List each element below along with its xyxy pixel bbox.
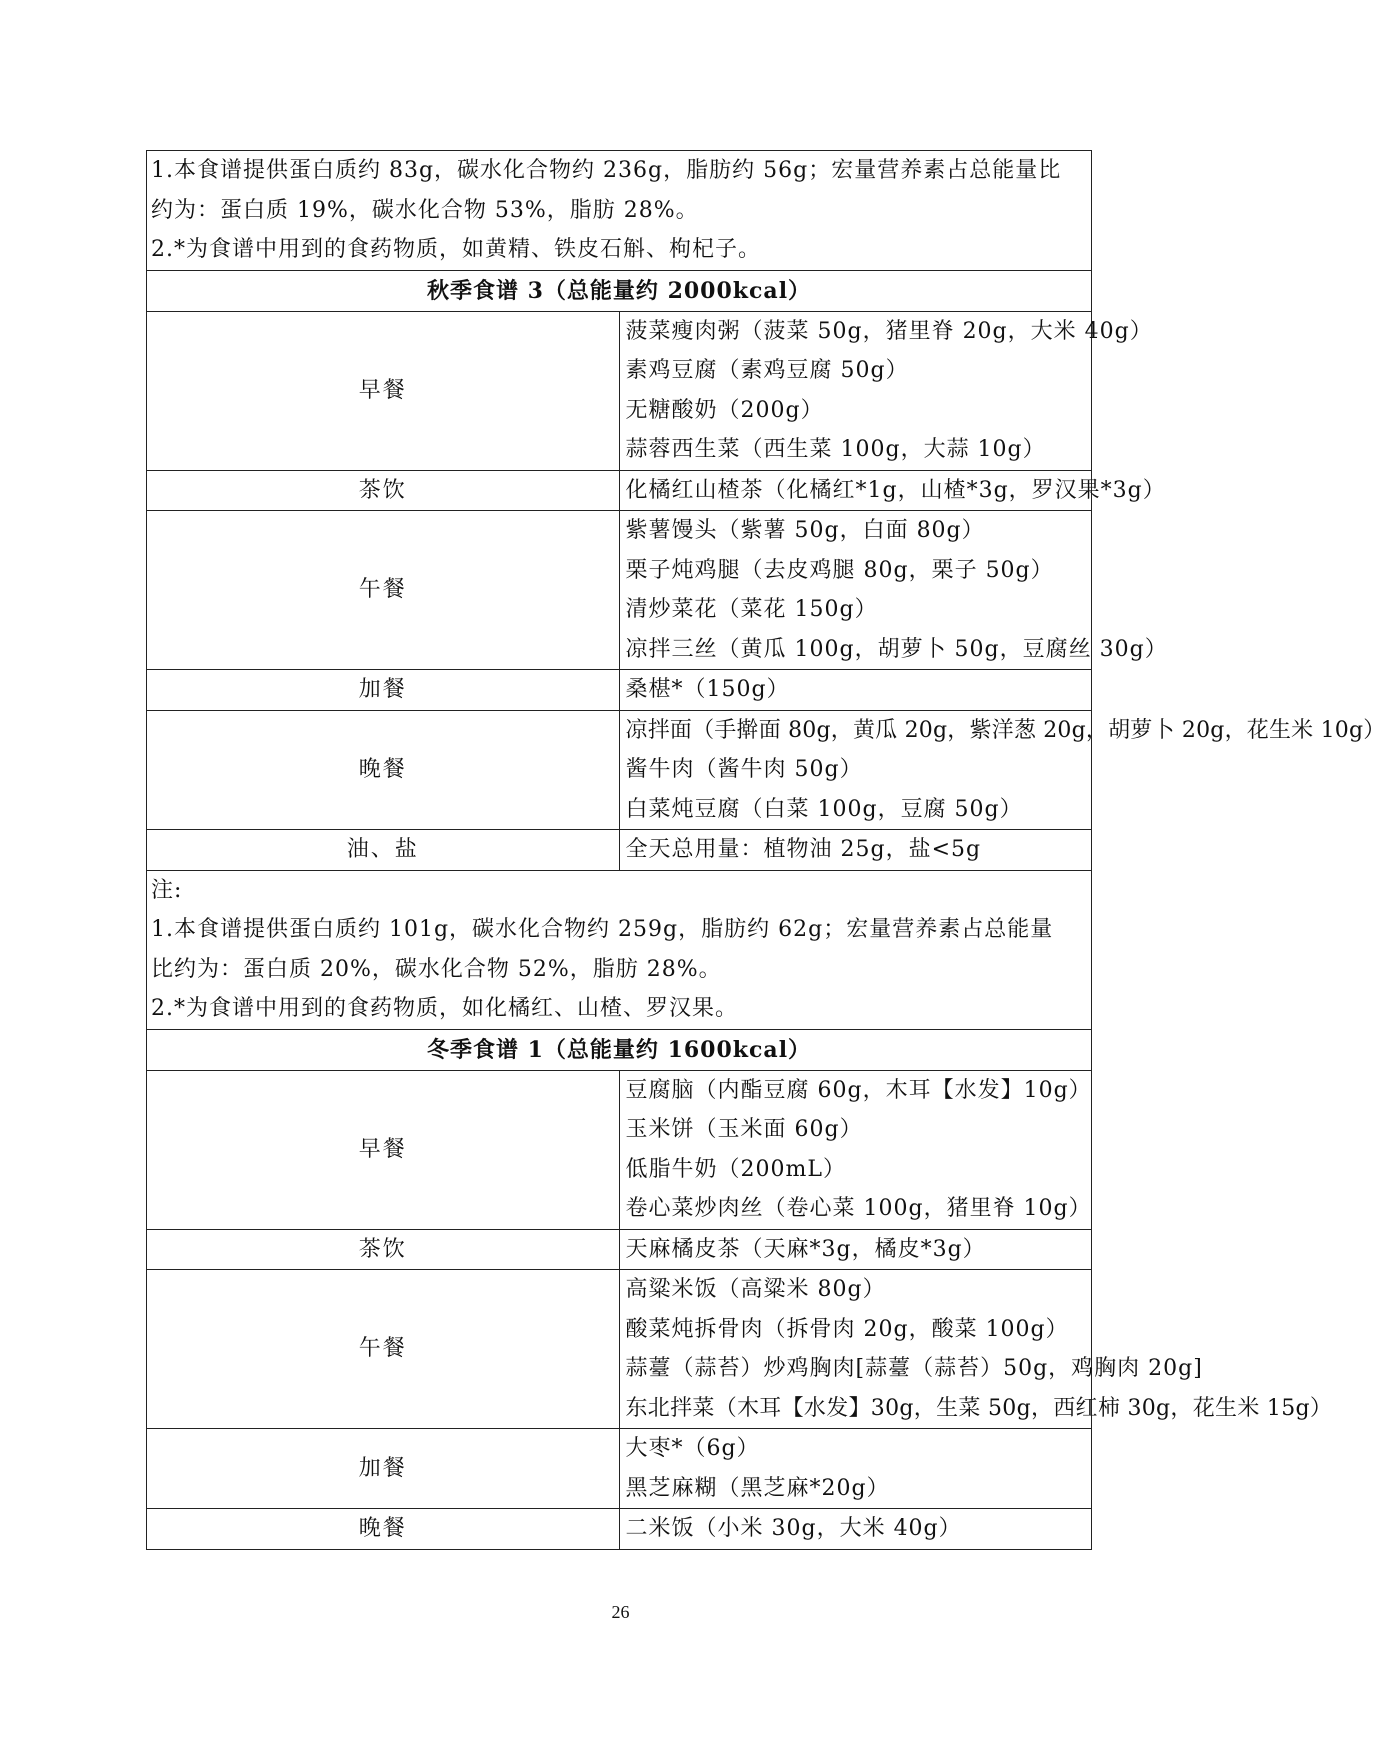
meal-item: 菠菜瘦肉粥（菠菜 50g，猪里脊 20g，大米 40g） (625, 318, 1153, 344)
section-title-row (147, 1029, 1092, 1070)
meal-items (619, 1070, 1092, 1229)
meal-row-lunch (147, 511, 1092, 670)
meal-items (619, 710, 1385, 830)
meal-row-dinner (147, 710, 1092, 830)
note-line: 1.本食谱提供蛋白质约 83g，碳水化合物约 236g，脂肪约 56g；宏量营养素占总能量比 (151, 158, 1062, 183)
meal-row-dinner (147, 1509, 1092, 1550)
meal-items (619, 470, 1166, 511)
meal-row-tea (147, 1229, 1092, 1270)
meal-label: 早餐 (147, 311, 620, 470)
meal-items (619, 511, 1168, 670)
meal-item: 蒜蓉西生菜（西生菜 100g，大蒜 10g） (625, 437, 1046, 462)
meal-label: 午餐 (147, 511, 620, 670)
section-title-winter-1: 冬季食谱 1（总能量约 1600kcal） (147, 1029, 1092, 1070)
meal-item: 清炒菜花（菜花 150g） (625, 597, 878, 622)
meal-item: 酱牛肉（酱牛肉 50g） (625, 757, 863, 782)
section-title-row (147, 270, 1092, 311)
meal-items (619, 1509, 1092, 1550)
meal-item: 低脂牛奶（200mL） (625, 1156, 846, 1182)
page-number: 26 (611, 1602, 630, 1622)
meal-row-oil-salt (147, 830, 1092, 871)
meal-item: 大枣*（6g） (625, 1436, 760, 1461)
meal-row-tea (147, 470, 1092, 511)
note-line: 注: (151, 877, 183, 903)
meal-item: 凉拌三丝（黄瓜 100g，胡萝卜 50g，豆腐丝 30g） (625, 636, 1168, 662)
meal-item: 化橘红山楂茶（化橘红*1g，山楂*3g，罗汉果*3g） (625, 477, 1166, 503)
meal-row-breakfast (147, 311, 1092, 470)
note-line: 2.*为食谱中用到的食药物质，如化橘红、山楂、罗汉果。 (151, 996, 738, 1021)
meal-items (619, 1270, 1333, 1429)
meal-items (619, 830, 1092, 871)
meal-label: 晚餐 (147, 1509, 620, 1550)
meal-item: 无糖酸奶（200g） (625, 397, 824, 423)
note-line: 2.*为食谱中用到的食药物质，如黄精、铁皮石斛、枸杞子。 (151, 237, 761, 262)
meal-item: 蒜薹（蒜苔）炒鸡胸肉[蒜薹（蒜苔）50g，鸡胸肉 20g] (625, 1356, 1203, 1381)
meal-item: 酸菜炖拆骨肉（拆骨肉 20g，酸菜 100g） (625, 1316, 1069, 1342)
meal-item: 玉米饼（玉米面 60g） (625, 1117, 863, 1142)
meal-item: 白菜炖豆腐（白菜 100g，豆腐 50g） (625, 796, 1023, 822)
menu-table (146, 150, 1385, 1550)
meal-item: 素鸡豆腐（素鸡豆腐 50g） (625, 358, 909, 383)
meal-item: 全天总用量：植物油 25g，盐<5g (625, 837, 982, 862)
meal-item: 凉拌面（手擀面 80g，黄瓜 20g，紫洋葱 20g，胡萝卜 20g，花生米 10g） (625, 717, 1385, 743)
meal-item: 东北拌菜（木耳【水发】30g，生菜 50g，西红柿 30g，花生米 15g） (625, 1395, 1333, 1421)
meal-item: 栗子炖鸡腿（去皮鸡腿 80g，栗子 50g） (625, 557, 1054, 583)
meal-row-lunch (147, 1270, 1092, 1429)
meal-item: 高粱米饭（高粱米 80g） (625, 1277, 886, 1302)
note-line: 约为：蛋白质 19%，碳水化合物 53%，脂肪 28%。 (151, 197, 699, 223)
meal-item: 天麻橘皮茶（天麻*3g，橘皮*3g） (625, 1236, 986, 1262)
meal-row-snack (147, 1429, 1092, 1509)
meal-label: 茶饮 (147, 470, 620, 511)
meal-label: 油、盐 (147, 830, 620, 871)
meal-label: 加餐 (147, 670, 620, 711)
note-line: 比约为：蛋白质 20%，碳水化合物 52%，脂肪 28%。 (151, 956, 722, 982)
top-notes-cell (147, 151, 1092, 271)
meal-item: 紫薯馒头（紫薯 50g，白面 80g） (625, 518, 985, 543)
meal-item: 桑椹*（150g） (625, 677, 790, 702)
meal-label: 茶饮 (147, 1229, 620, 1270)
section-title-autumn-3: 秋季食谱 3（总能量约 2000kcal） (147, 270, 1092, 311)
meal-items (619, 1229, 1092, 1270)
meal-label: 晚餐 (147, 710, 620, 830)
meal-items (619, 670, 1092, 711)
meal-items (619, 1429, 1092, 1509)
meal-label: 早餐 (147, 1070, 620, 1229)
top-notes-row (147, 151, 1092, 271)
meal-item: 黑芝麻糊（黑芝麻*20g） (625, 1475, 890, 1501)
meal-items (619, 311, 1153, 470)
meal-row-snack (147, 670, 1092, 711)
meal-label: 加餐 (147, 1429, 620, 1509)
meal-item: 二米饭（小米 30g，大米 40g） (625, 1516, 962, 1541)
meal-item: 卷心菜炒肉丝（卷心菜 100g，猪里脊 10g） (625, 1196, 1092, 1221)
notes-row (147, 870, 1092, 1029)
menu-table-body (147, 151, 1385, 1550)
notes-cell (147, 870, 1092, 1029)
note-line: 1.本食谱提供蛋白质约 101g，碳水化合物约 259g，脂肪约 62g；宏量营养素占总能量 (151, 917, 1054, 942)
meal-row-breakfast (147, 1070, 1092, 1229)
meal-item: 豆腐脑（内酯豆腐 60g，木耳【水发】10g） (625, 1077, 1092, 1103)
meal-label: 午餐 (147, 1270, 620, 1429)
